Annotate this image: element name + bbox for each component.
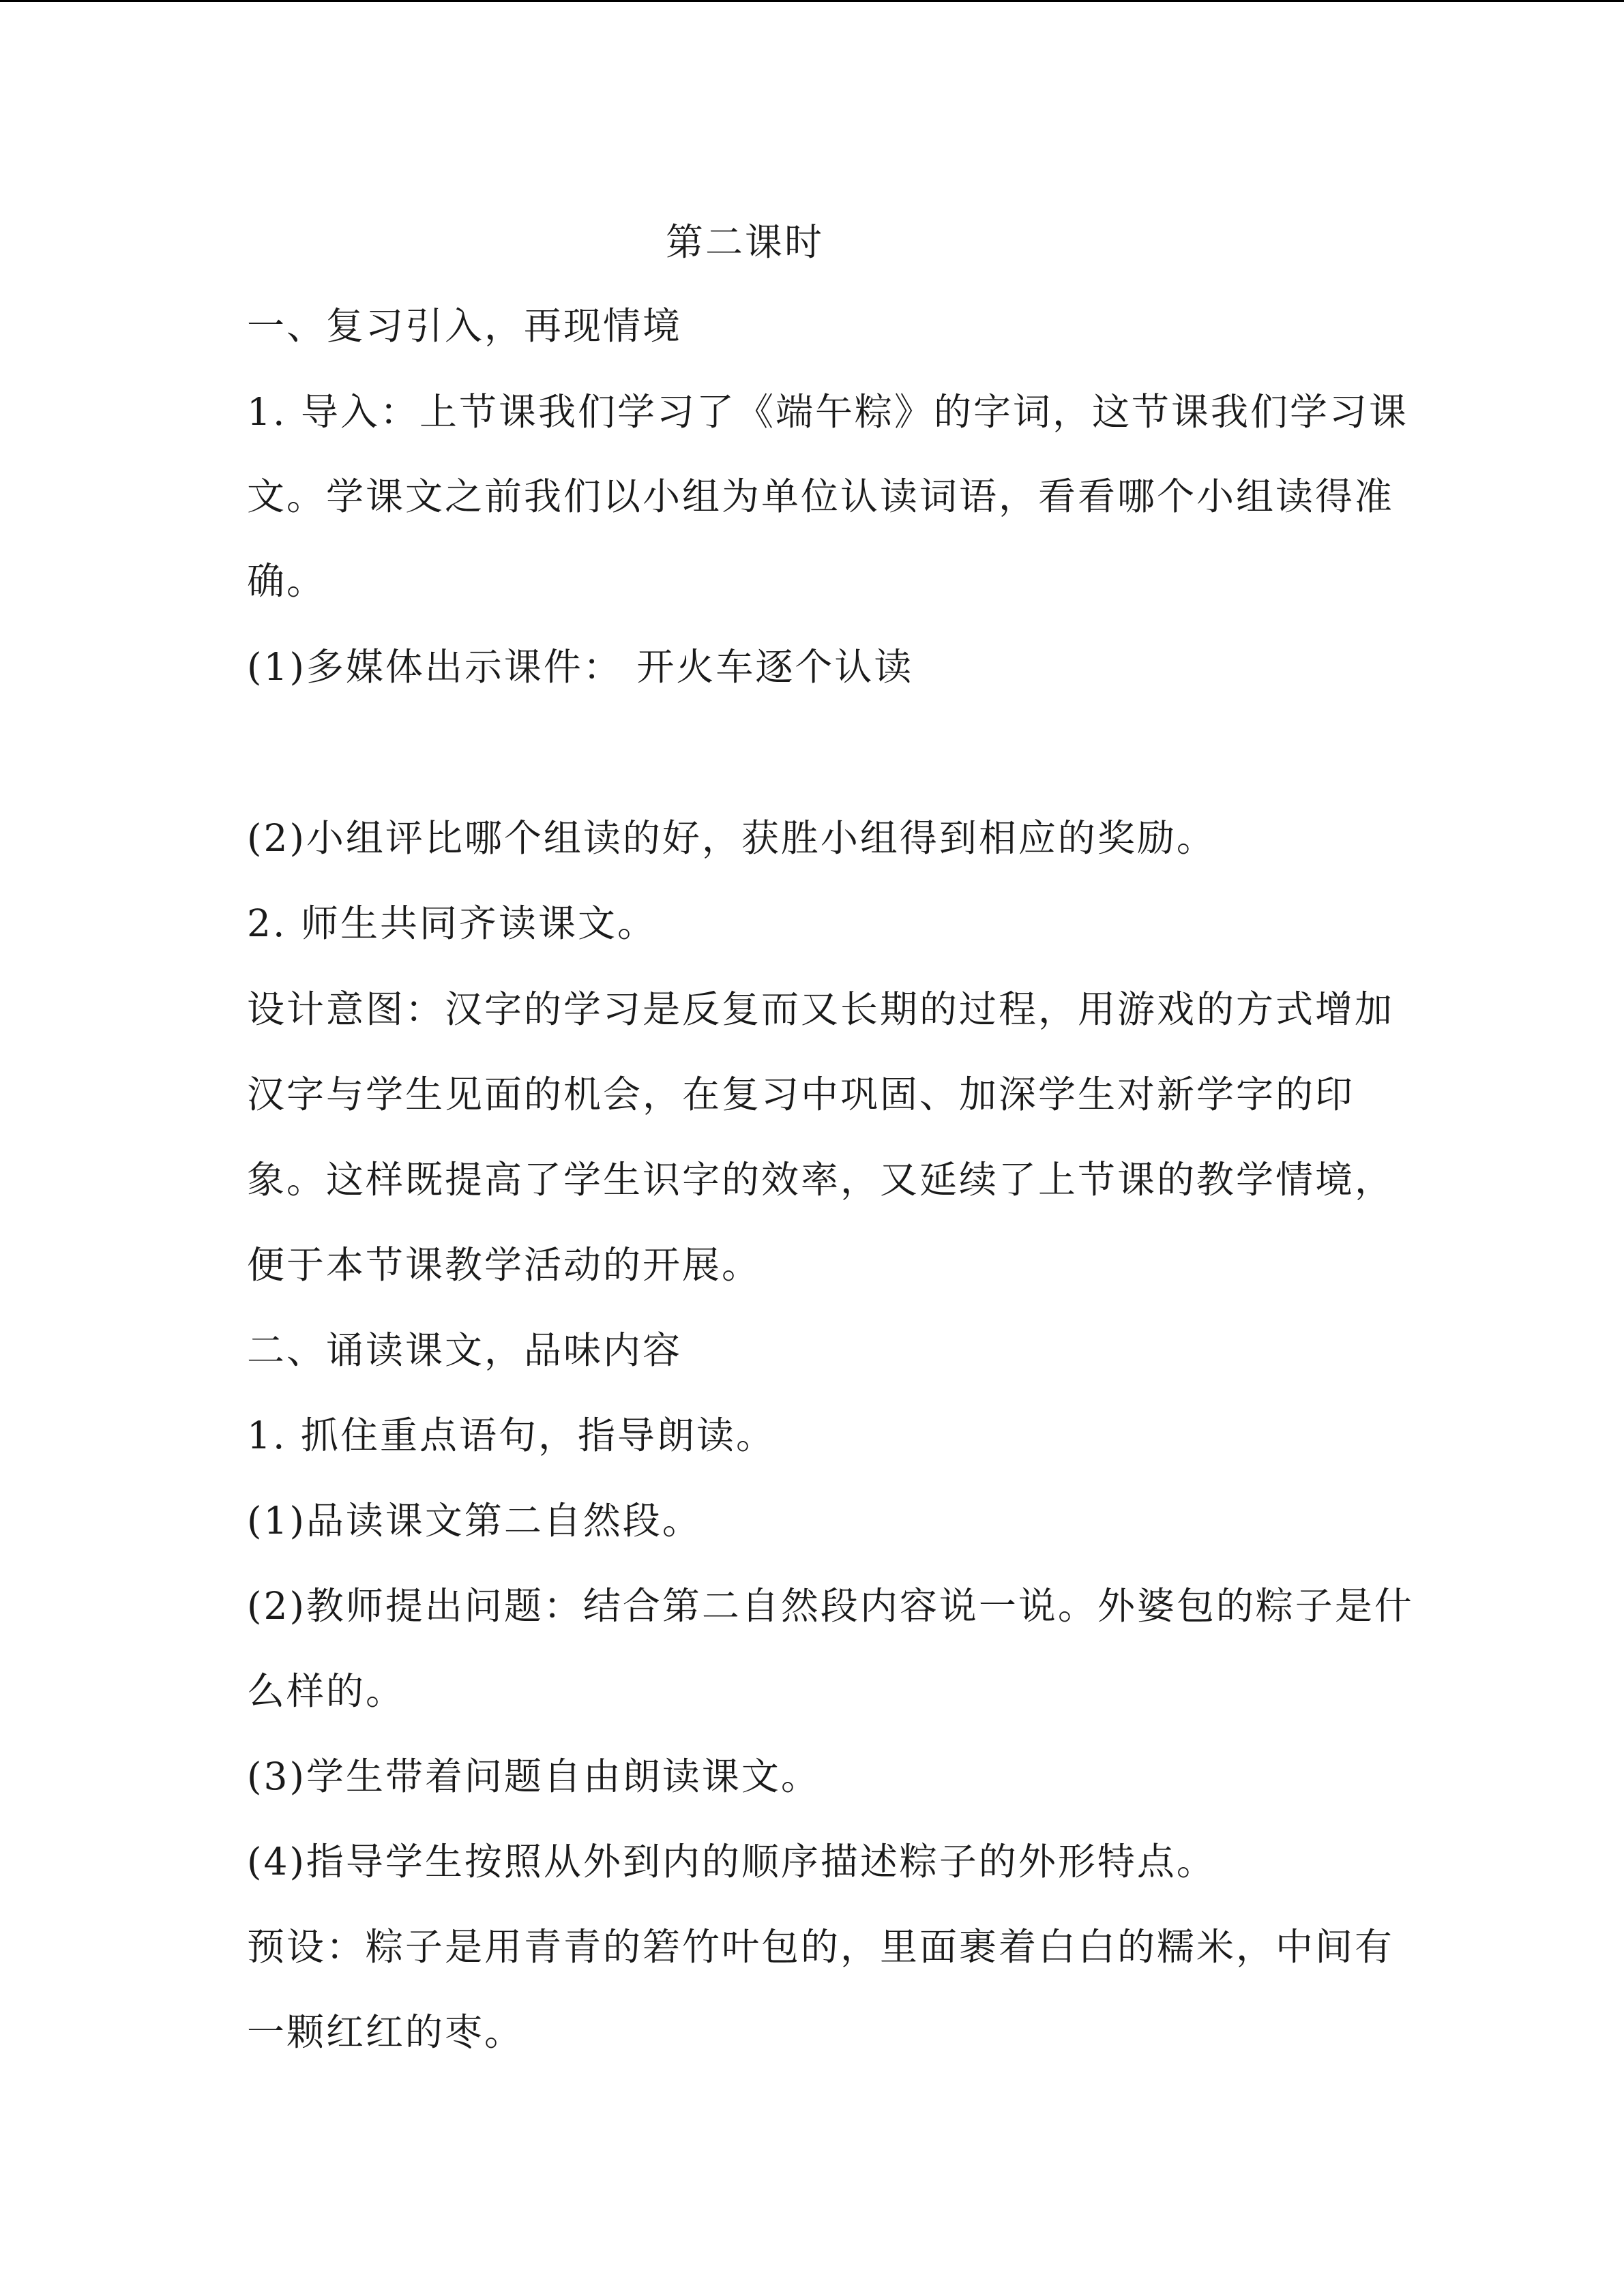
section-heading-reading: 二、诵读课文，品味内容 (247, 1328, 683, 1372)
paragraph-line: 汉字与学生见面的机会，在复习中巩固、加深学生对新学字的印 (247, 1073, 1355, 1116)
paragraph-line: 便于本节课教学活动的开展。 (247, 1243, 762, 1287)
page-title: 第二课时 (665, 220, 824, 264)
paragraph-line: 确。 (247, 559, 327, 603)
list-item: (3)学生带着问题自由朗读课文。 (247, 1755, 821, 1798)
section-heading-review: 一、复习引入，再现情境 (247, 304, 683, 348)
preset-answer-line: 预设：粽子是用青青的箬竹叶包的，里面裹着白白的糯米，中间有 (247, 1925, 1395, 1969)
list-item: (2)教师提出问题：结合第二自然段内容说一说。外婆包的粽子是什 (247, 1584, 1414, 1628)
list-item: (4)指导学生按照从外到内的顺序描述粽子的外形特点。 (247, 1840, 1216, 1883)
design-intent-line: 设计意图：汉字的学习是反复而又长期的过程，用游戏的方式增加 (247, 987, 1395, 1031)
paragraph-line: 1. 导入：上节课我们学习了《端午粽》的字词，这节课我们学习课 (247, 390, 1408, 434)
paragraph-line: 象。这样既提高了学生识字的效率，又延续了上节课的教学情境， (247, 1158, 1395, 1202)
paragraph-line: 么样的。 (247, 1669, 406, 1713)
list-item: (1)多媒体出示课件： 开火车逐个认读 (247, 645, 914, 689)
list-item: 1. 抓住重点语句，指导朗读。 (247, 1414, 776, 1457)
paragraph-line: 文。学课文之前我们以小组为单位认读词语，看看哪个小组读得准 (247, 475, 1395, 518)
paragraph-line: 一颗红红的枣。 (247, 2010, 525, 2054)
list-item: (2)小组评比哪个组读的好，获胜小组得到相应的奖励。 (247, 816, 1216, 860)
list-item: 2. 师生共同齐读课文。 (247, 901, 657, 945)
list-item: (1)品读课文第二自然段。 (247, 1499, 702, 1542)
